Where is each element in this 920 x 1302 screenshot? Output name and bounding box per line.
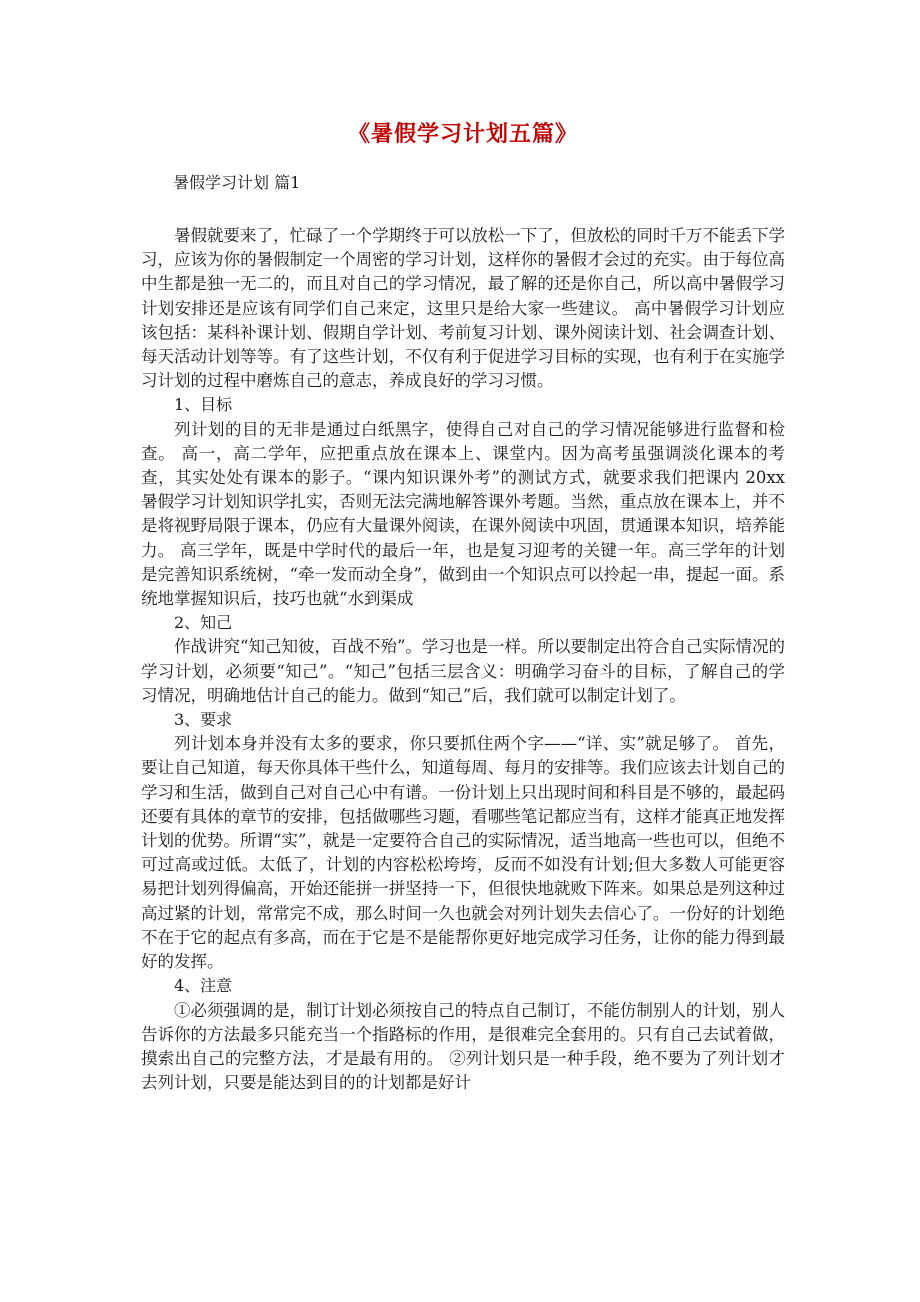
section-heading-know-yourself: 2、知己 bbox=[174, 613, 233, 633]
document-subtitle: 暑假学习计划 篇1 bbox=[173, 173, 301, 192]
section-body-goal: 列计划的目的无非是通过白纸黑字，使得自己对自己的学习情况能够进行监督和检查。 高一，高二学年，应把重点放在课本上、课堂内。因为高考虽强调淡化课本的考查，其实处处有课本的影子。“课内知识课外考”的测试方式，就要求我们把课内 20xx 暑假学习计划知识学扎实，否则无法完满地解答课外考题。当然，重点放在课本上，并不是将视野局限于课本，仍应有大量课外阅读，在课外阅读中巩固，贯通课本知识，培养能力。 高三学年，既是中学时代的最后一年，也是复习迎考的关键一年。高三学年的计划是完善知识系统树，“牵一发而动全身”，做到由一个知识点可以拎起一串，提起一面。系统地掌握知识后，技巧也就“水到渠成 bbox=[141, 419, 785, 609]
section-body-notes: ①必须强调的是，制订计划必须按自己的特点自己制订，不能仿制别人的计划，别人告诉你的方法最多只能充当一个指路标的作用，是很难完全套用的。只有自己去试着做，摸索出自己的完整方法，才是最有用的。 ②列计划只是一种手段，绝不要为了列计划才去列计划，只要是能达到目的的计划都是好计 bbox=[141, 1000, 785, 1093]
section-heading-notes: 4、注意 bbox=[174, 976, 233, 996]
document-page bbox=[141, 118, 785, 1095]
section-body-know-yourself: 作战讲究“知己知彼，百战不殆”。学习也是一样。所以要制定出符合自己实际情况的学习计划，必须要“知己”。“知己”包括三层含义：明确学习奋斗的目标，了解自己的学习情况，明确地估计自己的能力。做到“知己”后，我们就可以制定计划了。 bbox=[141, 637, 785, 705]
intro-paragraph: 暑假就要来了，忙碌了一个学期终于可以放松一下了，但放松的同时千万不能丢下学习，应该为你的暑假制定一个周密的学习计划，这样你的暑假才会过的充实。由于每位高中生都是独一无二的，而且对自己的学习情况，最了解的还是你自己，所以高中暑假学习计划安排还是应该有同学们自己来定，这里只是给大家一些建议。 高中暑假学习计划应该包括：某科补课计划、假期自学计划、考前复习计划、课外阅读计划、社会调查计划、每天活动计划等等。有了这些计划，不仅有利于促进学习目标的实现，也有利于在实施学习计划的过程中磨炼自己的意志，养成良好的学习习惯。 bbox=[141, 226, 785, 391]
section-body-requirements: 列计划本身并没有太多的要求，你只要抓住两个字——“详、实”就足够了。 首先，要让自己知道，每天你具体干些什么，知道每周、每月的安排等。我们应该去计划自己的学习和生活，做到自己对自己心中有谱。一份计划上只出现时间和科目是不够的，最起码还要有具体的章节的安排，包括做哪些习题，看哪些笔记都应当有，这样才能真正地发挥计划的优势。所谓“实”，就是一定要符合自己的实际情况，适当地高一些也可以，但绝不可过高或过低。太低了，计划的内容松松垮垮，反而不如没有计划;但大多数人可能更容易把计划列得偏高，开始还能拼一拼坚持一下，但很快地就败下阵来。如果总是列这种过高过紧的计划，常常完不成，那么时间一久也就会对列计划失去信心了。一份好的计划绝不在于它的起点有多高，而在于它是不是能帮你更好地完成学习任务，让你的能力得到最好的发挥。 bbox=[141, 734, 785, 972]
section-heading-goal: 1、目标 bbox=[174, 395, 233, 415]
document-title: 《暑假学习计划五篇》 bbox=[347, 121, 578, 147]
section-heading-requirements: 3、要求 bbox=[174, 710, 233, 730]
